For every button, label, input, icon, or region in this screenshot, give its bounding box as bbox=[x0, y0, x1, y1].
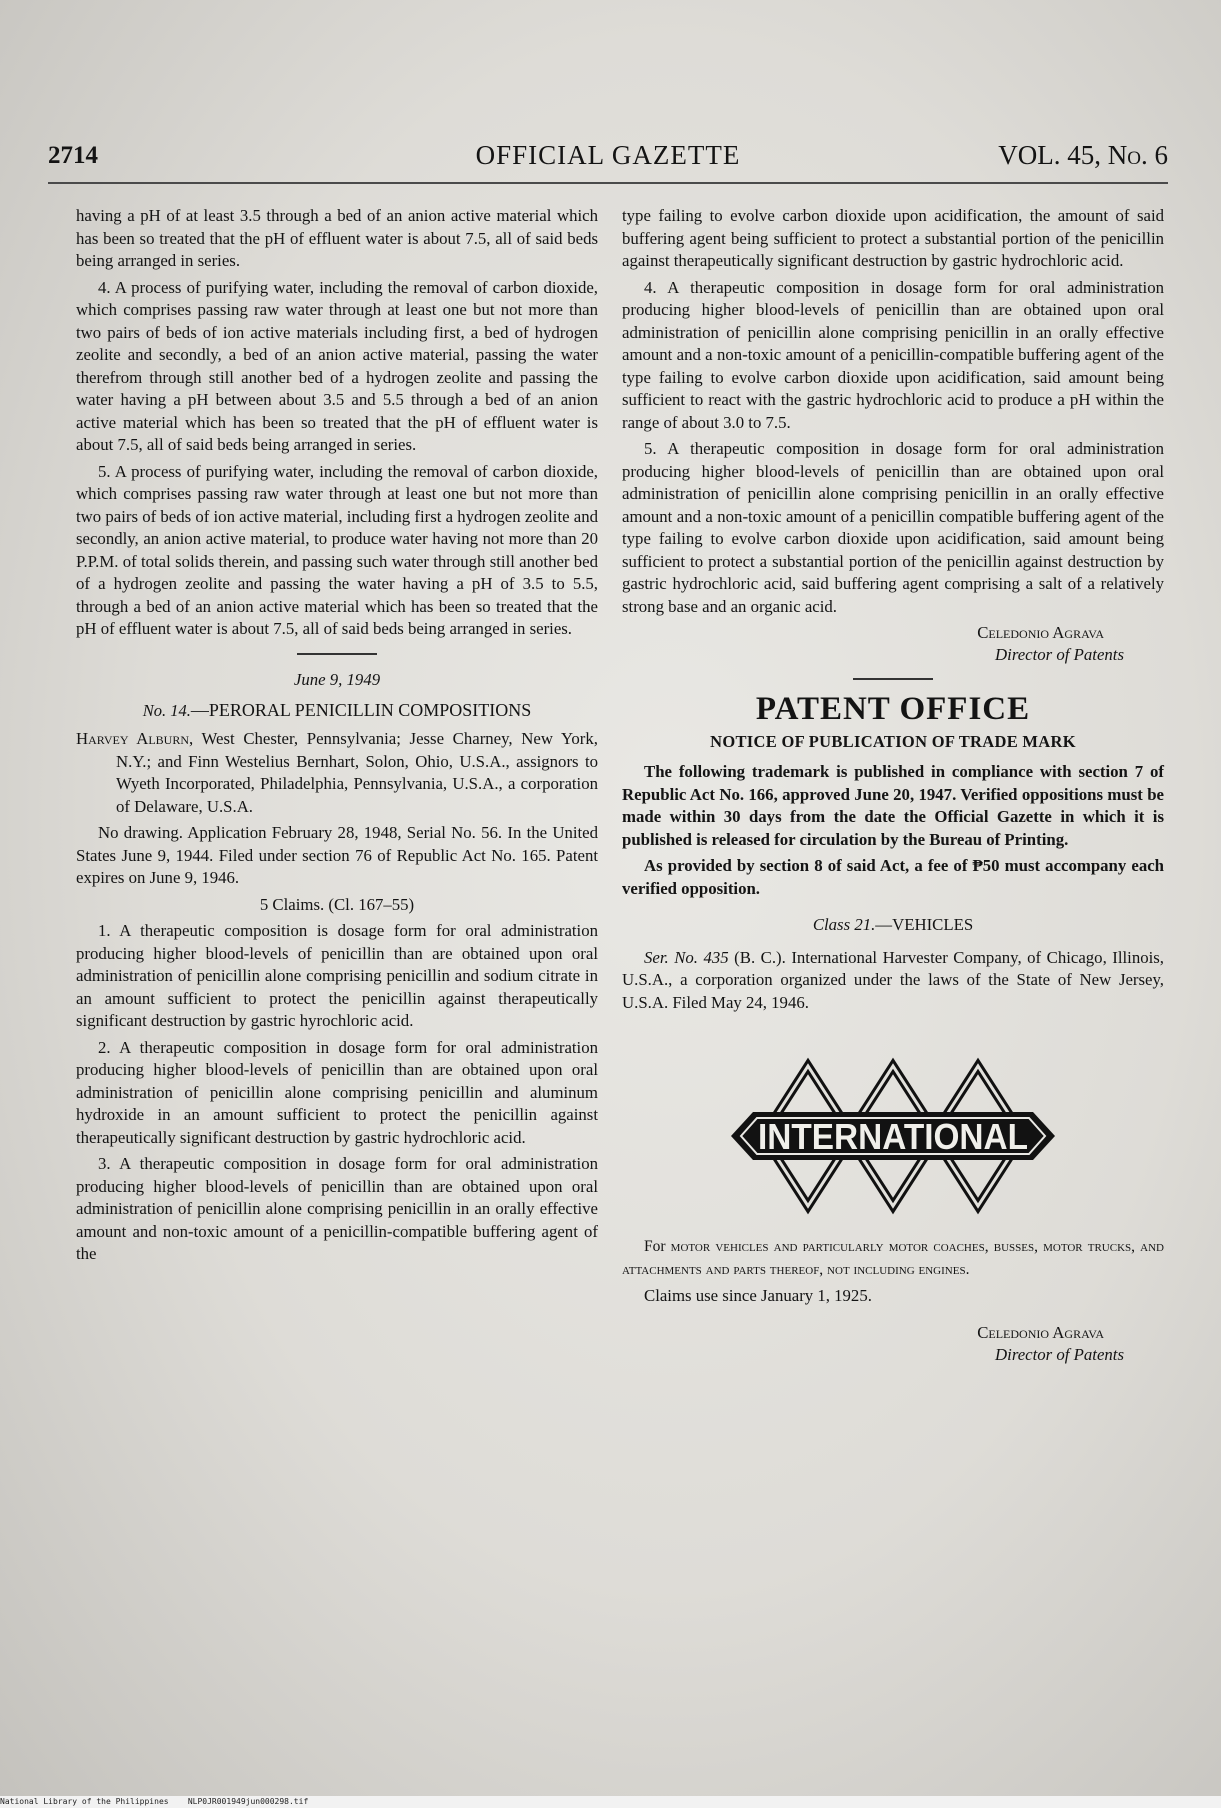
scan-footer bbox=[0, 1796, 1221, 1808]
left-column bbox=[76, 205, 598, 1270]
claims-heading: 5 Claims. (Cl. 167–55) bbox=[259, 894, 415, 914]
patent-title: —PERORAL PENICILLIN COMPOSITIONS bbox=[190, 700, 532, 720]
logo-text: INTERNATIONAL bbox=[758, 1116, 1028, 1157]
claim-paragraph: 1. A therapeutic composition is dosage form for oral administration producing higher blood-levels of penicillin than are obtained upon oral administration of penicillin alone comprising penicillin and sodium citrate in an amount sufficient to protect the penicillin against therapeutically significant destruction by gastric hyrochloric acid. bbox=[76, 921, 598, 1030]
claim-paragraph: 4. A therapeutic composition in dosage form for oral administration producing higher blood-levels of penicillin than are obtained upon oral administration of penicillin alone comprising penicillin in an orally effective amount and a non-toxic amount of a penicillin-compatible buffering agent of the type failing to evolve carbon dioxide upon acidification, said amount being sufficient to react with the gastric hydrochloric acid to produce a pH within the range of about 3.0 to 7.5. bbox=[622, 277, 1164, 432]
international-trademark-logo bbox=[723, 1036, 1063, 1236]
signature-name: Celedonio Agrava bbox=[977, 623, 1104, 642]
inventor-lead: Harvey Alburn bbox=[76, 729, 189, 748]
serial-entry bbox=[622, 947, 1164, 1015]
class-heading bbox=[622, 914, 1164, 937]
signature-title: Director of Patents bbox=[995, 1344, 1124, 1364]
paragraph: type failing to evolve carbon dioxide upon acidification, the amount of said buffering agent being sufficient to protect a substantial portion of the penicillin against therapeutically significant destruction by gastric hydrochloric acid. bbox=[622, 206, 1164, 270]
goods-description bbox=[622, 1236, 1164, 1281]
issue-date: June 9, 1949 bbox=[293, 669, 381, 689]
claim-paragraph: 3. A therapeutic composition in dosage form for oral administration producing higher blood-levels of penicillin than are obtained upon oral administration of penicillin alone comprising penicillin in an orally effective amount and non-toxic amount of a penicillin-compatible buffering agent of the bbox=[76, 1154, 598, 1263]
notice-title: NOTICE OF PUBLICATION OF TRADE MARK bbox=[710, 731, 1076, 751]
patent-caption bbox=[106, 699, 568, 722]
goods-text: motor vehicles and particularly motor coaches, busses, motor trucks, and attachments and parts thereof, not including engines. bbox=[622, 1238, 1164, 1278]
notice-text: The following trademark is published in compliance with section 7 of Republic Act No. 166, approved June 20, 1947. Verified oppositions must be made within 30 days from the date the Official Gazette in which it is published is released for circulation by the Bureau of Printing. bbox=[622, 762, 1164, 849]
serial-label: Ser. No. 435 bbox=[644, 947, 729, 967]
claim-paragraph: 2. A therapeutic composition in dosage form for oral administration producing higher blood-levels of penicillin than are obtained upon oral administration of penicillin alone comprising penicillin and aluminum hydroxide in an amount sufficient to protect the penicillin against therapeutically significant destruction by gastric hydrochloric acid. bbox=[76, 1037, 598, 1147]
goods-lead: For bbox=[644, 1238, 666, 1255]
header-rule bbox=[48, 182, 1168, 184]
inventors bbox=[76, 728, 598, 818]
patent-number: No. 14. bbox=[142, 701, 191, 720]
right-column bbox=[622, 205, 1164, 1366]
fee-text: As provided by section 8 of said Act, a fee of ₱50 must accompany each verified opposition. bbox=[622, 856, 1164, 898]
library-name: National Library of the Philippines bbox=[0, 1797, 169, 1806]
claims-use: Claims use since January 1, 1925. bbox=[644, 1286, 872, 1305]
scan-filename: NLP0JR001949jun000298.tif bbox=[187, 1797, 309, 1806]
application-details: No drawing. Application February 28, 1948, Serial No. 56. In the United States June 9, 1944. Filed under section 76 of Republic Act No. 165. Patent expires on June 9, 1946. bbox=[76, 823, 598, 887]
claim-paragraph: 4. A process of purifying water, including the removal of carbon dioxide, which comprises passing raw water through at least one but not more than two pairs of beds of ion active materials including first, a bed of hydrogen zeolite and secondly, a bed of an anion active material, passing the water therefrom through still another bed of a hydrogen zeolite and passing the water having a pH between about 3.5 and 5.5 through a bed of an anion active material which has been so treated that the pH of effluent water is about 7.5, all of said beds being arranged in series. bbox=[76, 277, 598, 454]
gazette-title: OFFICIAL GAZETTE bbox=[475, 140, 741, 170]
office-title: PATENT OFFICE bbox=[755, 691, 1031, 727]
signature-name: Celedonio Agrava bbox=[977, 1322, 1104, 1342]
claim-paragraph: 5. A process of purifying water, including the removal of carbon dioxide, which comprises passing raw water through at least one but not more than two pairs of beds of ion active material, including first a hydrogen zeolite and secondly, an anion active material, to produce water having not more than 20 P.P.M. of total solids therein, and passing such water through still another bed of a hydrogen zeolite and passing the water having a pH of 3.5 to 5.5, through a bed of an anion active material which has been so treated that the pH of effluent water is about 7.5, all of said beds being arranged in series. bbox=[76, 461, 598, 638]
section-divider bbox=[853, 678, 933, 680]
inventors-rest: , West Chester, Pennsylvania; Jesse Charney, New York, N.Y.; and Finn Westelius Bernhart, Solon, Ohio, U.S.A., assignors to Wyeth Incorporated, Philadelphia, Pennsylvania, U.S.A., a corporation of Delaware, U.S.A. bbox=[116, 729, 598, 816]
paragraph: having a pH of at least 3.5 through a bed of an anion active material which has been so treated that the pH of effluent water is about 7.5, all of said beds being arranged in series. bbox=[76, 206, 598, 270]
serial-text: (B. C.). International Harvester Company, of Chicago, Illinois, U.S.A., a corporation organized under the laws of the State of New Jersey, U.S.A. Filed May 24, 1946. bbox=[622, 947, 1165, 1012]
page-number: 2714 bbox=[48, 142, 98, 169]
section-divider bbox=[297, 653, 377, 655]
signature-title: Director of Patents bbox=[995, 645, 1124, 664]
class-label: Class 21. bbox=[812, 915, 876, 934]
claim-paragraph: 5. A therapeutic composition in dosage form for oral administration producing higher blood-levels of penicillin than are obtained upon oral administration of penicillin alone comprising penicillin in an orally effective amount and a non-toxic amount of a penicillin compatible buffering agent of the type failing to evolve carbon dioxide upon acidification, said amount being sufficient to protect a substantial portion of the penicillin against destruction by gastric hydrochloric acid, said buffering agent comprising a salt of a relatively strong base and an organic acid. bbox=[622, 439, 1164, 616]
page-header bbox=[48, 136, 1168, 176]
class-name: —VEHICLES bbox=[875, 915, 974, 934]
volume-label: VOL. 45, No. 6 bbox=[998, 140, 1168, 170]
